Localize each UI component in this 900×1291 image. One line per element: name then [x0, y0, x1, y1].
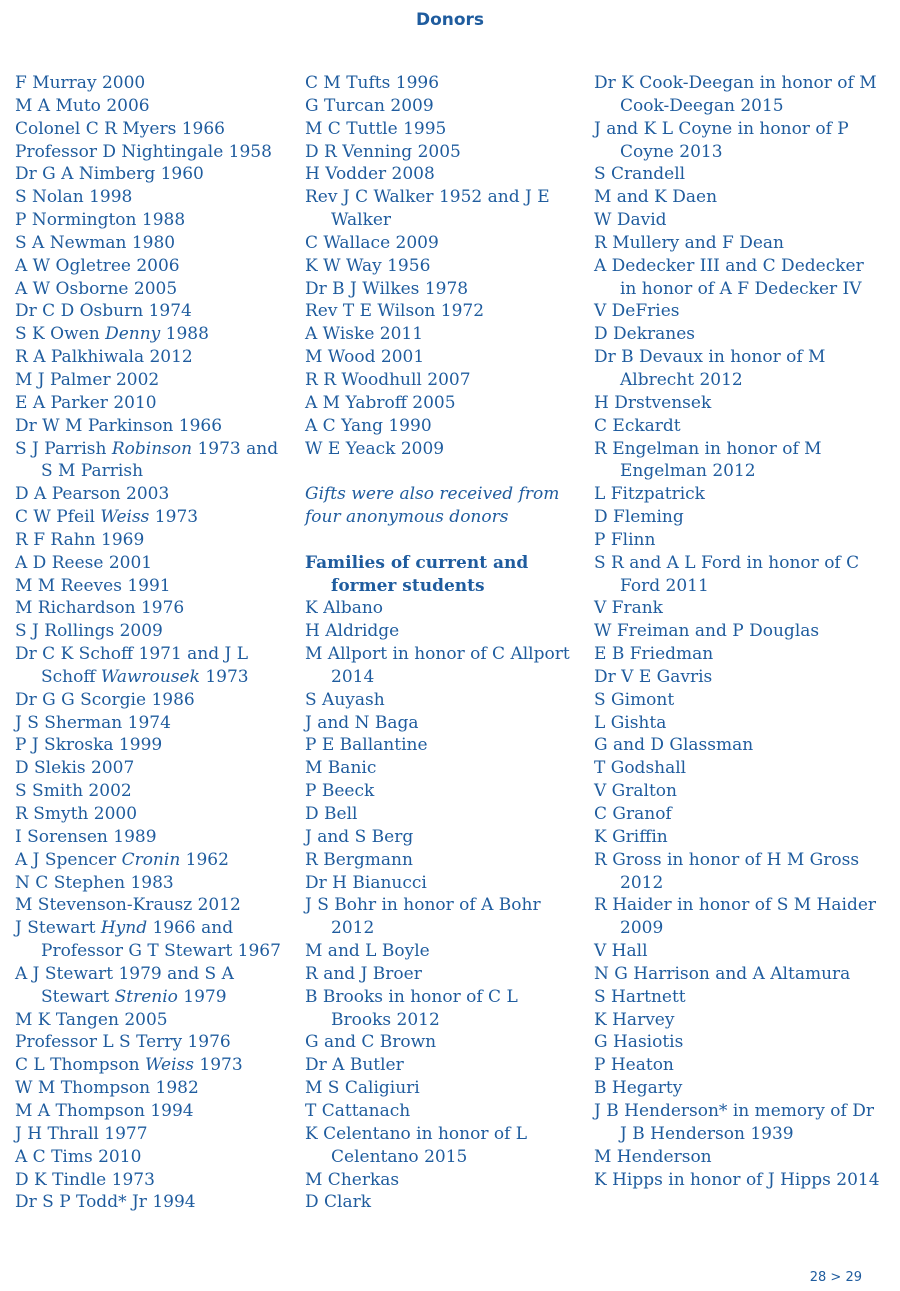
- maiden-name: Cronin: [121, 849, 181, 870]
- donor-entry: D Dekranes: [594, 324, 696, 345]
- donor-entry: C M Tufts 1996: [305, 73, 440, 93]
- donor-entry: [15, 1146, 293, 1169]
- donor-name-part: A W Osborne 2005: [15, 278, 178, 299]
- donor-name-part: M Richardson 1976: [15, 598, 185, 619]
- donor-entry: D Fleming: [594, 507, 684, 528]
- donor-column-3: [594, 72, 884, 1191]
- donor-entry: [15, 323, 293, 346]
- donor-entry: [15, 300, 293, 323]
- donor-entry: [15, 1123, 293, 1146]
- donor-name-part: J S Sherman 1974: [15, 712, 171, 733]
- donor-entry: [15, 483, 293, 506]
- donor-entry: [15, 689, 293, 712]
- donor-entry: R Engelman in honor of M Engelman 2012: [594, 438, 822, 482]
- donor-name-part: D K Tindle 1973: [15, 1169, 155, 1190]
- donor-entry: Dr K Cook-Deegan in honor of M Cook-Deegan 2015: [594, 73, 877, 116]
- donor-name-part: Dr G G Scorgie 1986: [15, 689, 195, 710]
- donor-entry: [15, 72, 293, 95]
- donor-entry: M C Tuttle 1995: [305, 118, 447, 139]
- donor-entry: C Wallace 2009: [305, 232, 439, 253]
- donor-name-part: M J Palmer 2002: [15, 369, 160, 390]
- donor-entry: S Hartnett: [594, 986, 686, 1007]
- donor-name-part: S Nolan 1998: [15, 187, 133, 208]
- donor-entry: H Vodder 2008: [305, 164, 435, 185]
- donor-entry: [15, 232, 293, 255]
- donor-entry: [15, 1077, 293, 1100]
- donor-entry: J S Bohr in honor of A Bohr 2012: [305, 895, 541, 939]
- donor-entry: Dr V E Gavris: [594, 666, 713, 687]
- donor-entry: G Turcan 2009: [305, 95, 434, 116]
- donor-entry: [15, 1031, 293, 1054]
- donor-name-part: C W Pfeil: [15, 507, 101, 528]
- donor-entry: Dr B J Wilkes 1978: [305, 278, 469, 299]
- donor-entry: M Cherkas: [305, 1169, 400, 1190]
- donor-entry: [15, 506, 293, 529]
- donor-entry: E B Friedman: [594, 644, 714, 665]
- donor-entry: P Beeck: [305, 781, 375, 802]
- donor-name-part: D A Pearson 2003: [15, 484, 170, 505]
- donor-entry: S Crandell: [594, 164, 686, 185]
- donor-entry: [15, 757, 293, 780]
- donor-entry: [15, 369, 293, 392]
- donor-entry: S Gimont: [594, 689, 675, 710]
- donor-entry: [15, 1191, 293, 1214]
- donor-entry: Rev J C Walker 1952 and J E Walker: [305, 187, 550, 231]
- donor-entry: [15, 1100, 293, 1123]
- donor-entry: C Granof: [594, 804, 672, 824]
- donor-name-part: S J Parrish: [15, 438, 112, 459]
- donor-name-part: 1973: [149, 507, 199, 528]
- donor-entry: M Banic: [305, 758, 377, 779]
- donor-name-part: 1973: [199, 666, 249, 687]
- donor-entry: [15, 620, 293, 643]
- donor-entry: M Henderson: [594, 1146, 712, 1167]
- donor-name-part: R F Rahn 1969: [15, 529, 145, 550]
- donor-entry: D Clark: [305, 1192, 372, 1213]
- donor-entry: P E Ballantine: [305, 735, 428, 756]
- donor-entry: H Aldridge: [305, 621, 400, 642]
- maiden-name: Robinson: [111, 438, 193, 459]
- donor-entry: L Gishta: [594, 712, 667, 733]
- donor-entry: R and J Broer: [305, 963, 422, 984]
- donor-entry: Dr H Bianucci: [305, 872, 427, 893]
- donor-name-part: S A Newman 1980: [15, 232, 176, 253]
- donor-entry: R Haider in honor of S M Haider 2009: [594, 895, 877, 939]
- donor-name-part: N C Stephen 1983: [15, 872, 174, 893]
- donor-entry: [15, 872, 293, 895]
- donor-entry: T Cattanach: [305, 1100, 411, 1121]
- donor-entry: [15, 597, 293, 620]
- donor-entry: A Dedecker III and C Dedecker in honor of A F Dedecker IV: [594, 255, 864, 299]
- anonymous-donors-note: Gifts were also received from four anonymous donors: [305, 484, 560, 528]
- donor-entry: V DeFries: [594, 301, 680, 322]
- donor-name-part: Dr C D Osburn 1974: [15, 301, 192, 322]
- donor-name-part: S Smith 2002: [15, 781, 132, 802]
- donor-entry: [15, 346, 293, 369]
- page-title: Donors: [415, 10, 485, 30]
- maiden-name: Denny: [105, 324, 161, 345]
- donor-name-part: Colonel C R Myers 1966: [15, 118, 225, 139]
- families-list: [305, 597, 583, 1214]
- donor-entry: R Gross in honor of H M Gross 2012: [594, 849, 860, 893]
- donor-entry: W Freiman and P Douglas: [594, 621, 820, 642]
- donor-entry: D Bell: [305, 804, 358, 824]
- donor-entry: B Hegarty: [594, 1078, 683, 1099]
- donor-name-part: M A Thompson 1994: [15, 1100, 194, 1121]
- donor-entry: Dr A Butler: [305, 1055, 404, 1076]
- donor-entry: B Brooks in honor of C L Brooks 2012: [305, 986, 518, 1030]
- maiden-name: Strenio: [114, 986, 178, 1007]
- donor-entry: [15, 643, 293, 689]
- donor-entry: [15, 849, 293, 872]
- donor-name-part: S J Rollings 2009: [15, 621, 163, 642]
- donor-entry: [15, 415, 293, 438]
- donor-entry: [15, 163, 293, 186]
- families-heading: Families of current and former students: [305, 552, 529, 596]
- donor-name-part: Dr G A Nimberg 1960: [15, 164, 204, 185]
- donor-entry: [15, 118, 293, 141]
- donor-entry: M Wood 2001: [305, 347, 425, 368]
- donor-name-part: M M Reeves 1991: [15, 575, 171, 596]
- donor-entry: M S Caligiuri: [305, 1078, 420, 1099]
- donor-entry: [15, 438, 293, 484]
- donor-entry: [15, 392, 293, 415]
- donor-entry: [15, 1054, 293, 1077]
- donor-entry: J and S Berg: [305, 826, 414, 847]
- donor-name-part: C L Thompson: [15, 1055, 145, 1076]
- donor-name-part: R Smyth 2000: [15, 804, 138, 824]
- donor-name-part: 1979: [177, 986, 227, 1007]
- donor-name-part: J H Thrall 1977: [15, 1123, 148, 1144]
- donor-entry: [15, 826, 293, 849]
- donor-entry: H Drstvensek: [594, 392, 712, 413]
- donor-entry: G and C Brown: [305, 1032, 437, 1053]
- maiden-name: Weiss: [100, 507, 150, 528]
- donor-entry: N G Harrison and A Altamura: [594, 963, 851, 984]
- donor-entry: W David: [594, 210, 667, 231]
- donor-column-2: [305, 72, 583, 1214]
- donor-entry: L Fitzpatrick: [594, 484, 705, 505]
- donor-entry: G Hasiotis: [594, 1032, 684, 1053]
- donor-entry: K Celentano in honor of L Celentano 2015: [305, 1123, 528, 1167]
- donor-entry: [15, 186, 293, 209]
- donor-name-part: A C Tims 2010: [15, 1146, 142, 1167]
- donor-entry: [15, 963, 293, 1009]
- donor-name-part: F Murray 2000: [15, 73, 146, 93]
- donor-entry: [15, 894, 293, 917]
- donor-name-part: 1988: [160, 324, 209, 345]
- donor-entry: R Bergmann: [305, 849, 413, 870]
- donor-name-part: A J Stewart 1979 and S A Stewart: [15, 963, 234, 1007]
- donor-name-part: 1973 and S M Parrish: [41, 438, 279, 482]
- donor-entry: R Mullery and F Dean: [594, 232, 784, 253]
- donor-entry: R R Woodhull 2007: [305, 369, 471, 390]
- donor-entry: D R Venning 2005: [305, 141, 461, 162]
- donor-entry: Rev T E Wilson 1972: [305, 301, 485, 322]
- donor-list-top: [305, 72, 583, 460]
- donor-name-part: M K Tangen 2005: [15, 1009, 168, 1030]
- donor-entry: W E Yeack 2009: [305, 438, 445, 459]
- page-number: 28 > 29: [809, 1270, 862, 1285]
- donor-name-part: W M Thompson 1982: [15, 1078, 199, 1099]
- donor-name-part: Dr S P Todd* Jr 1994: [15, 1192, 196, 1213]
- donor-name-part: Professor L S Terry 1976: [15, 1032, 231, 1053]
- donor-name-part: M A Muto 2006: [15, 95, 150, 116]
- donor-entry: [15, 1009, 293, 1032]
- donor-name-part: Dr W M Parkinson 1966: [15, 415, 223, 436]
- donor-name-part: M Stevenson-Krausz 2012: [15, 895, 241, 916]
- donor-entry: Dr B Devaux in honor of M Albrecht 2012: [594, 347, 826, 390]
- donor-name-part: D Slekis 2007: [15, 758, 135, 779]
- donor-entry: V Frank: [594, 598, 663, 619]
- donor-entry: [15, 734, 293, 757]
- donor-entry: K Griffin: [594, 826, 668, 847]
- donor-entry: K Hipps in honor of J Hipps 2014: [594, 1169, 880, 1190]
- donor-entry: [15, 917, 293, 963]
- donor-entry: M Allport in honor of C Allport 2014: [305, 644, 570, 687]
- donor-entry: K Harvey: [594, 1009, 675, 1030]
- donor-entry: A M Yabroff 2005: [305, 392, 456, 413]
- donor-name-part: Professor D Nightingale 1958: [15, 141, 272, 162]
- donor-entry: K W Way 1956: [305, 255, 431, 276]
- donor-entry: [15, 529, 293, 552]
- donor-entry: [15, 255, 293, 278]
- donor-name-part: 1962: [180, 849, 229, 870]
- donor-entry: G and D Glassman: [594, 735, 754, 756]
- donor-entry: M and L Boyle: [305, 941, 430, 962]
- donor-name-part: P Normington 1988: [15, 210, 186, 231]
- donor-entry: P Flinn: [594, 529, 656, 550]
- donor-entry: V Hall: [594, 941, 648, 962]
- donor-entry: [15, 803, 293, 826]
- donor-name-part: 1966 and Professor G T Stewart 1967: [41, 918, 281, 962]
- donor-name-part: A W Ogletree 2006: [15, 255, 180, 276]
- donor-name-part: Dr C K Schoff 1971 and J L Schoff: [15, 644, 249, 687]
- donor-entry: [15, 95, 293, 118]
- donor-name-part: J Stewart: [15, 918, 101, 939]
- donor-entry: [15, 141, 293, 164]
- donor-name-part: S K Owen: [15, 324, 106, 345]
- donor-entry: T Godshall: [594, 758, 687, 779]
- donor-name-part: A J Spencer: [15, 849, 122, 870]
- donor-entry: P Heaton: [594, 1055, 674, 1076]
- donor-entry: A Wiske 2011: [305, 324, 424, 345]
- donor-entry: K Albano: [305, 598, 384, 619]
- donor-entry: A C Yang 1990: [305, 415, 432, 436]
- donor-column-1: [15, 72, 293, 1214]
- maiden-name: Weiss: [144, 1055, 194, 1076]
- donor-name-part: 1973: [194, 1055, 243, 1076]
- maiden-name: Hynd: [100, 918, 148, 939]
- donor-entry: [15, 209, 293, 232]
- donor-entry: S R and A L Ford in honor of C Ford 2011: [594, 552, 860, 596]
- donor-entry: [15, 278, 293, 301]
- donor-entry: M and K Daen: [594, 187, 718, 208]
- donor-entry: J and N Baga: [305, 712, 419, 733]
- donor-name-part: E A Parker 2010: [15, 392, 157, 413]
- donor-entry: [15, 712, 293, 735]
- maiden-name: Wawrousek: [100, 666, 200, 687]
- donor-entry: [15, 575, 293, 598]
- donor-entry: [15, 552, 293, 575]
- donor-name-part: P J Skroska 1999: [15, 735, 163, 756]
- donor-name-part: R A Palkhiwala 2012: [15, 347, 193, 368]
- donor-entry: [15, 780, 293, 803]
- donor-name-part: I Sorensen 1989: [15, 826, 157, 847]
- donor-name-part: A D Reese 2001: [15, 552, 153, 573]
- donor-entry: [15, 1169, 293, 1192]
- donor-entry: V Gralton: [594, 781, 677, 802]
- donor-entry: S Auyash: [305, 689, 385, 710]
- donor-entry: J B Henderson* in memory of Dr J B Henderson 1939: [594, 1100, 874, 1144]
- donor-entry: J and K L Coyne in honor of P Coyne 2013: [594, 118, 849, 162]
- donor-entry: C Eckardt: [594, 415, 681, 436]
